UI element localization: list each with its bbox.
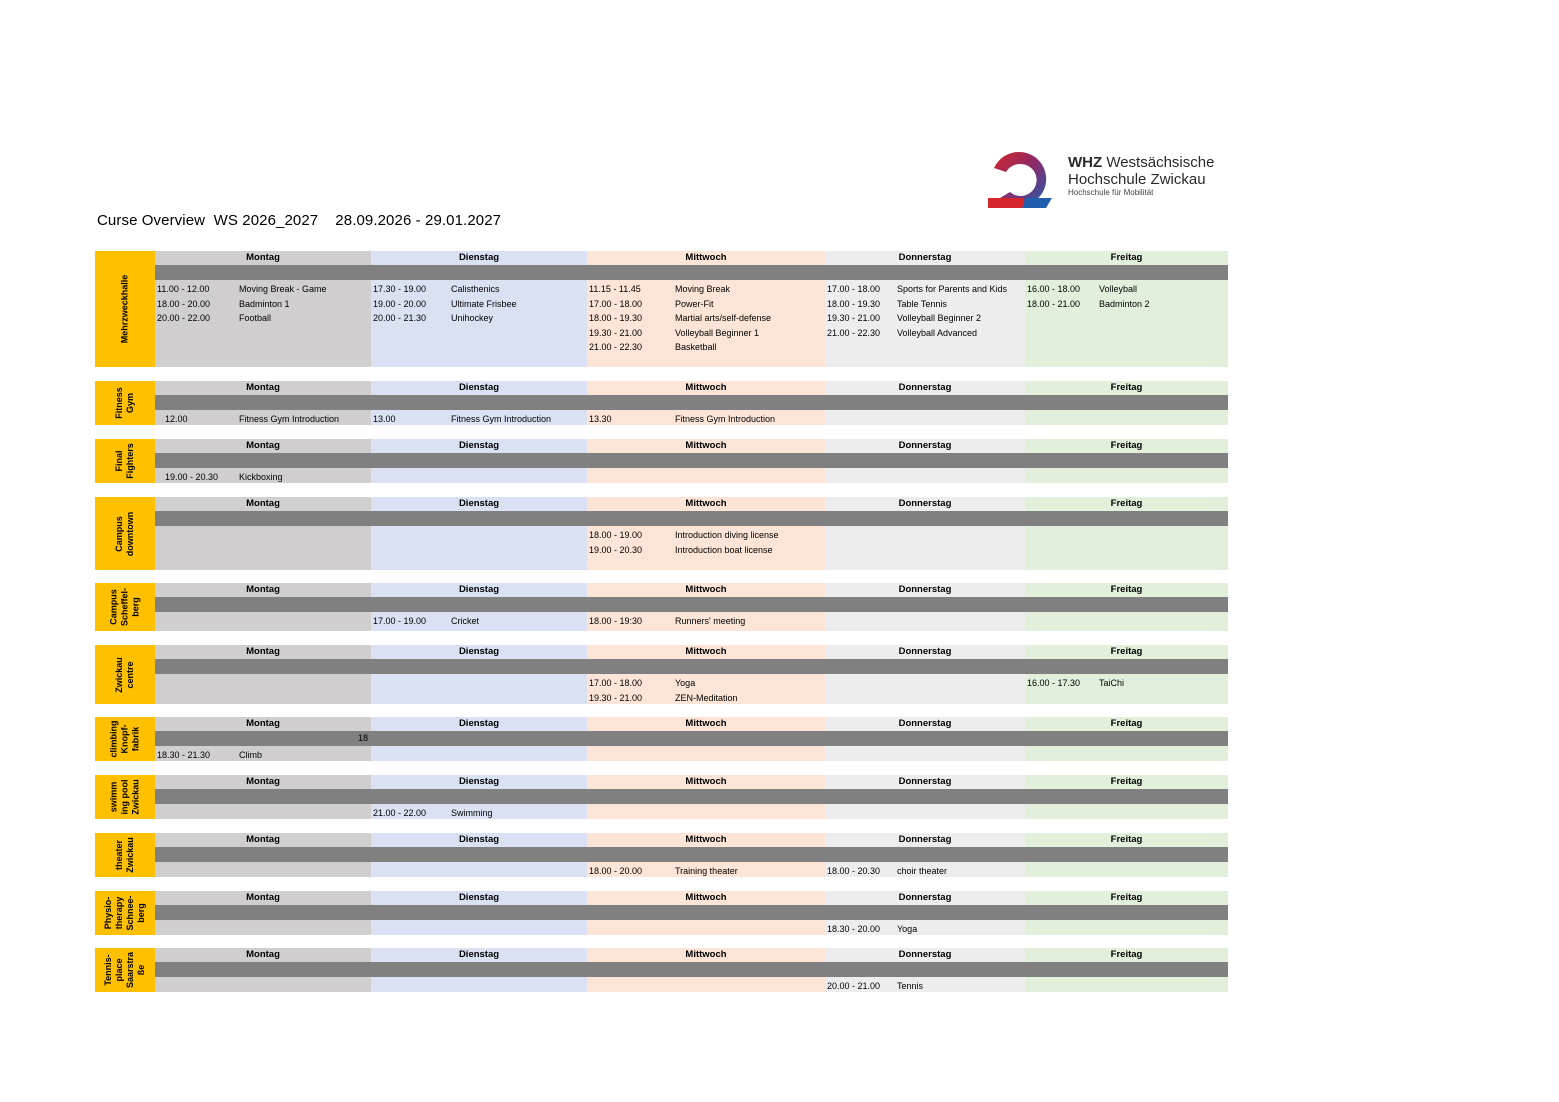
course-time: 13.00 xyxy=(373,414,396,424)
course-entry xyxy=(589,528,823,542)
location-block xyxy=(95,775,1228,819)
day-header: Montag xyxy=(246,382,280,393)
day-column-dienstag xyxy=(371,497,587,570)
course-entry xyxy=(373,282,585,296)
header-separator-bar xyxy=(155,731,1228,746)
course-name: Climb xyxy=(239,750,263,760)
course-entry xyxy=(827,922,1023,936)
course-name: Basketball xyxy=(675,342,717,352)
course-name: Power-Fit xyxy=(675,298,714,309)
course-name: Introduction diving license xyxy=(675,530,779,540)
course-entry xyxy=(827,864,1023,878)
course-name: Fitness Gym Introduction xyxy=(451,414,552,424)
course-name: Training theater xyxy=(675,866,738,876)
header-separator-bar xyxy=(155,597,1228,612)
day-header: Donnerstag xyxy=(898,949,952,960)
course-time: 20.00 - 21.00 xyxy=(827,981,881,991)
day-header: Montag xyxy=(246,718,280,729)
course-time: 18.00 - 20.00 xyxy=(589,866,643,876)
location-block xyxy=(95,717,1228,761)
course-name: Kickboxing xyxy=(239,472,283,482)
course-name: Badminton 1 xyxy=(239,298,290,309)
course-time: 12.00 xyxy=(165,414,188,424)
course-time: 17.00 - 18.00 xyxy=(827,284,881,294)
day-header: Freitag xyxy=(1110,892,1143,903)
course-name: Ultimate Frisbee xyxy=(451,298,517,309)
day-header: Freitag xyxy=(1110,834,1143,845)
day-header: Montag xyxy=(246,646,280,657)
location-name: Tennis- place Saarstra ße xyxy=(103,951,146,989)
course-name: Volleyball xyxy=(1099,284,1138,294)
course-name: Cricket xyxy=(451,616,480,626)
course-entry xyxy=(1027,282,1226,296)
day-header: Donnerstag xyxy=(898,834,952,845)
course-name: Swimming xyxy=(451,808,493,818)
location-block xyxy=(95,497,1228,570)
course-time: 18.00 - 19.30 xyxy=(589,313,643,323)
location-name: Physio- therapy Schnee- berg xyxy=(103,895,146,931)
location-label xyxy=(95,497,155,570)
day-header: Donnerstag xyxy=(898,440,952,451)
course-time: 19.30 - 21.00 xyxy=(589,327,643,338)
header-separator-bar xyxy=(155,395,1228,410)
location-block xyxy=(95,833,1228,877)
day-header: Montag xyxy=(246,776,280,787)
location-label xyxy=(95,645,155,704)
day-header: Dienstag xyxy=(458,440,500,451)
location-name: Campus downtown xyxy=(114,511,135,556)
course-time: 19.30 - 21.00 xyxy=(589,692,643,703)
day-column-donnerstag xyxy=(825,645,1025,704)
logo-wordmark xyxy=(1068,154,1214,198)
day-column-freitag xyxy=(1025,497,1228,570)
course-entry xyxy=(157,412,369,426)
location-block xyxy=(95,583,1228,631)
course-entry xyxy=(373,412,585,426)
day-column-freitag xyxy=(1025,645,1228,704)
course-entry xyxy=(589,412,823,426)
course-time: 19.30 - 21.00 xyxy=(827,313,881,323)
course-entry xyxy=(157,470,369,484)
day-column-dienstag xyxy=(371,645,587,704)
header-separator-bar xyxy=(155,905,1228,920)
day-header: Freitag xyxy=(1110,252,1143,263)
course-name: Fitness Gym Introduction xyxy=(239,414,340,424)
logo-line2: Hochschule Zwickau xyxy=(1068,171,1206,188)
course-name: Martial arts/self-defense xyxy=(675,313,772,323)
day-column-donnerstag xyxy=(825,497,1025,570)
location-name: Mehrzweckhalle xyxy=(119,274,130,344)
location-label xyxy=(95,775,155,819)
day-header: Donnerstag xyxy=(898,584,952,595)
day-column-mittwoch xyxy=(587,497,825,570)
course-name: ZEN-Meditation xyxy=(675,692,738,703)
course-entry xyxy=(157,748,369,762)
day-column-montag xyxy=(155,645,371,704)
location-block xyxy=(95,439,1228,483)
header-separator-bar xyxy=(155,962,1228,977)
day-header: Montag xyxy=(246,440,280,451)
course-name: Calisthenics xyxy=(451,284,500,294)
location-label xyxy=(95,583,155,631)
day-header: Dienstag xyxy=(458,646,500,657)
bar-note: 18 xyxy=(358,733,369,743)
day-header: Mittwoch xyxy=(685,252,727,263)
course-entry xyxy=(373,311,585,325)
course-time: 13.30 xyxy=(589,414,612,424)
day-header: Donnerstag xyxy=(898,252,952,263)
day-header: Mittwoch xyxy=(685,646,727,657)
location-name: theater Zwickau xyxy=(114,837,135,873)
location-label xyxy=(95,381,155,425)
course-entry xyxy=(373,806,585,820)
course-time: 19.00 - 20.30 xyxy=(589,544,643,555)
course-entry xyxy=(1027,676,1226,690)
day-header: Montag xyxy=(246,949,280,960)
location-block xyxy=(95,891,1228,935)
course-time: 18.00 - 19.00 xyxy=(589,530,643,540)
day-header: Donnerstag xyxy=(898,718,952,729)
course-name: Sports for Parents and Kids xyxy=(897,284,1008,294)
course-time: 18.00 - 20.00 xyxy=(157,298,211,309)
course-time: 18.30 - 20.00 xyxy=(827,924,881,934)
day-header: Montag xyxy=(246,498,280,509)
day-header: Montag xyxy=(246,892,280,903)
course-entry xyxy=(589,543,823,557)
location-name: Zwickau centre xyxy=(114,656,135,693)
course-time: 18.00 - 21.00 xyxy=(1027,298,1081,309)
course-time: 16.00 - 18.00 xyxy=(1027,284,1081,294)
whz-logo xyxy=(986,148,1226,212)
course-entry xyxy=(827,979,1023,993)
day-header: Mittwoch xyxy=(685,776,727,787)
location-name: Fitness Gym xyxy=(114,387,135,419)
course-time: 18.00 - 19:30 xyxy=(589,616,643,626)
course-entry xyxy=(827,326,1023,340)
course-entry xyxy=(157,297,369,311)
course-entry xyxy=(373,614,585,628)
day-header: Dienstag xyxy=(458,718,500,729)
day-header: Freitag xyxy=(1110,584,1143,595)
day-header: Freitag xyxy=(1110,382,1143,393)
day-header: Dienstag xyxy=(458,252,500,263)
day-header: Mittwoch xyxy=(685,892,727,903)
location-label xyxy=(95,717,155,761)
location-label xyxy=(95,833,155,877)
day-header: Mittwoch xyxy=(685,834,727,845)
header-separator-bar xyxy=(155,659,1228,674)
course-name: Runners' meeting xyxy=(675,616,746,626)
course-time: 19.00 - 20.30 xyxy=(165,472,219,482)
course-entry xyxy=(827,311,1023,325)
course-entry xyxy=(157,311,369,325)
course-time: 16.00 - 17.30 xyxy=(1027,678,1081,688)
day-header: Freitag xyxy=(1110,646,1143,657)
course-name: Yoga xyxy=(897,924,918,934)
course-name: Fitness Gym Introduction xyxy=(675,414,776,424)
course-entry xyxy=(589,614,823,628)
day-header: Donnerstag xyxy=(898,776,952,787)
day-header: Dienstag xyxy=(458,382,500,393)
course-time: 21.00 - 22.30 xyxy=(589,342,643,352)
course-time: 18.30 - 21.30 xyxy=(157,750,211,760)
course-entry xyxy=(827,297,1023,311)
day-header: Donnerstag xyxy=(898,892,952,903)
course-entry xyxy=(589,326,823,340)
day-header: Montag xyxy=(246,584,280,595)
day-header: Freitag xyxy=(1110,949,1143,960)
header-separator-bar xyxy=(155,453,1228,468)
course-time: 17.00 - 18.00 xyxy=(589,678,643,688)
course-time: 18.00 - 19.30 xyxy=(827,298,881,309)
course-entry xyxy=(827,282,1023,296)
location-name: Campus Scheffel- berg xyxy=(108,587,141,627)
day-header: Dienstag xyxy=(458,776,500,787)
location-block xyxy=(95,251,1228,367)
header-separator-bar xyxy=(155,265,1228,280)
day-header: Mittwoch xyxy=(685,718,727,729)
day-column-mittwoch xyxy=(587,645,825,704)
course-name: Moving Break xyxy=(675,284,731,294)
logo-brand: WHZ xyxy=(1068,154,1103,171)
day-header: Freitag xyxy=(1110,440,1143,451)
course-entry xyxy=(589,282,823,296)
header-separator-bar xyxy=(155,847,1228,862)
course-name: Unihockey xyxy=(451,313,494,323)
day-header: Dienstag xyxy=(458,949,500,960)
course-entry xyxy=(373,297,585,311)
course-name: Moving Break - Game xyxy=(239,284,327,294)
course-time: 17.00 - 18.00 xyxy=(589,298,643,309)
day-header: Freitag xyxy=(1110,498,1143,509)
location-label xyxy=(95,891,155,935)
day-header: Mittwoch xyxy=(685,382,727,393)
location-label xyxy=(95,948,155,992)
location-name: Final Fighters xyxy=(114,443,135,479)
day-header: Mittwoch xyxy=(685,498,727,509)
course-name: Football xyxy=(239,313,272,323)
course-entry xyxy=(589,340,823,354)
day-header: Dienstag xyxy=(458,834,500,845)
course-time: 20.00 - 22.00 xyxy=(157,313,211,323)
day-column-montag xyxy=(155,497,371,570)
course-time: 11.00 - 12.00 xyxy=(157,284,210,294)
course-name: Table Tennis xyxy=(897,298,947,309)
day-header: Mittwoch xyxy=(685,440,727,451)
location-label xyxy=(95,439,155,483)
location-block xyxy=(95,381,1228,425)
course-entry xyxy=(157,282,369,296)
logo-line1: Westsächsische xyxy=(1106,154,1215,171)
course-name: choir theater xyxy=(897,866,948,876)
day-header: Dienstag xyxy=(458,498,500,509)
day-header: Freitag xyxy=(1110,718,1143,729)
day-header: Montag xyxy=(246,252,280,263)
course-name: Introduction boat license xyxy=(675,544,773,555)
day-header: Mittwoch xyxy=(685,949,727,960)
day-header: Freitag xyxy=(1110,776,1143,787)
course-entry xyxy=(589,691,823,705)
course-entry xyxy=(589,864,823,878)
course-time: 21.00 - 22.00 xyxy=(373,808,427,818)
course-entry xyxy=(589,676,823,690)
course-entry xyxy=(589,311,823,325)
day-header: Donnerstag xyxy=(898,646,952,657)
course-name: Yoga xyxy=(675,678,696,688)
day-header: Mittwoch xyxy=(685,584,727,595)
day-header: Dienstag xyxy=(458,584,500,595)
course-time: 20.00 - 21.30 xyxy=(373,313,427,323)
location-name: climbing Knopf- fabrik xyxy=(108,720,141,758)
logo-tagline: Hochschule für Mobilität xyxy=(1068,188,1154,197)
location-label xyxy=(95,251,155,367)
page-title: Curse Overview WS 2026_2027 28.09.2026 - 29.01.2027 xyxy=(97,212,502,229)
day-header: Donnerstag xyxy=(898,382,952,393)
header-separator-bar xyxy=(155,789,1228,804)
day-header: Dienstag xyxy=(458,892,500,903)
whz-logo-icon xyxy=(986,148,1054,210)
location-block xyxy=(95,948,1228,992)
course-time: 21.00 - 22.30 xyxy=(827,327,881,338)
course-name: Volleyball Advanced xyxy=(897,327,978,338)
course-entry xyxy=(589,297,823,311)
day-header: Donnerstag xyxy=(898,498,952,509)
course-time: 18.00 - 20.30 xyxy=(827,866,881,876)
day-header: Montag xyxy=(246,834,280,845)
course-entry xyxy=(1027,297,1226,311)
location-name: swimm ing pool Zwickau xyxy=(108,779,141,815)
course-name: Tennis xyxy=(897,981,924,991)
course-name: Volleyball Beginner 2 xyxy=(897,313,982,323)
course-name: Badminton 2 xyxy=(1099,298,1150,309)
header-separator-bar xyxy=(155,511,1228,526)
course-time: 11.15 - 11.45 xyxy=(589,284,641,294)
location-block xyxy=(95,645,1228,704)
course-time: 17.30 - 19.00 xyxy=(373,284,427,294)
course-time: 19.00 - 20.00 xyxy=(373,298,427,309)
course-name: TaiChi xyxy=(1099,678,1125,688)
course-name: Volleyball Beginner 1 xyxy=(675,327,760,338)
course-time: 17.00 - 19.00 xyxy=(373,616,427,626)
